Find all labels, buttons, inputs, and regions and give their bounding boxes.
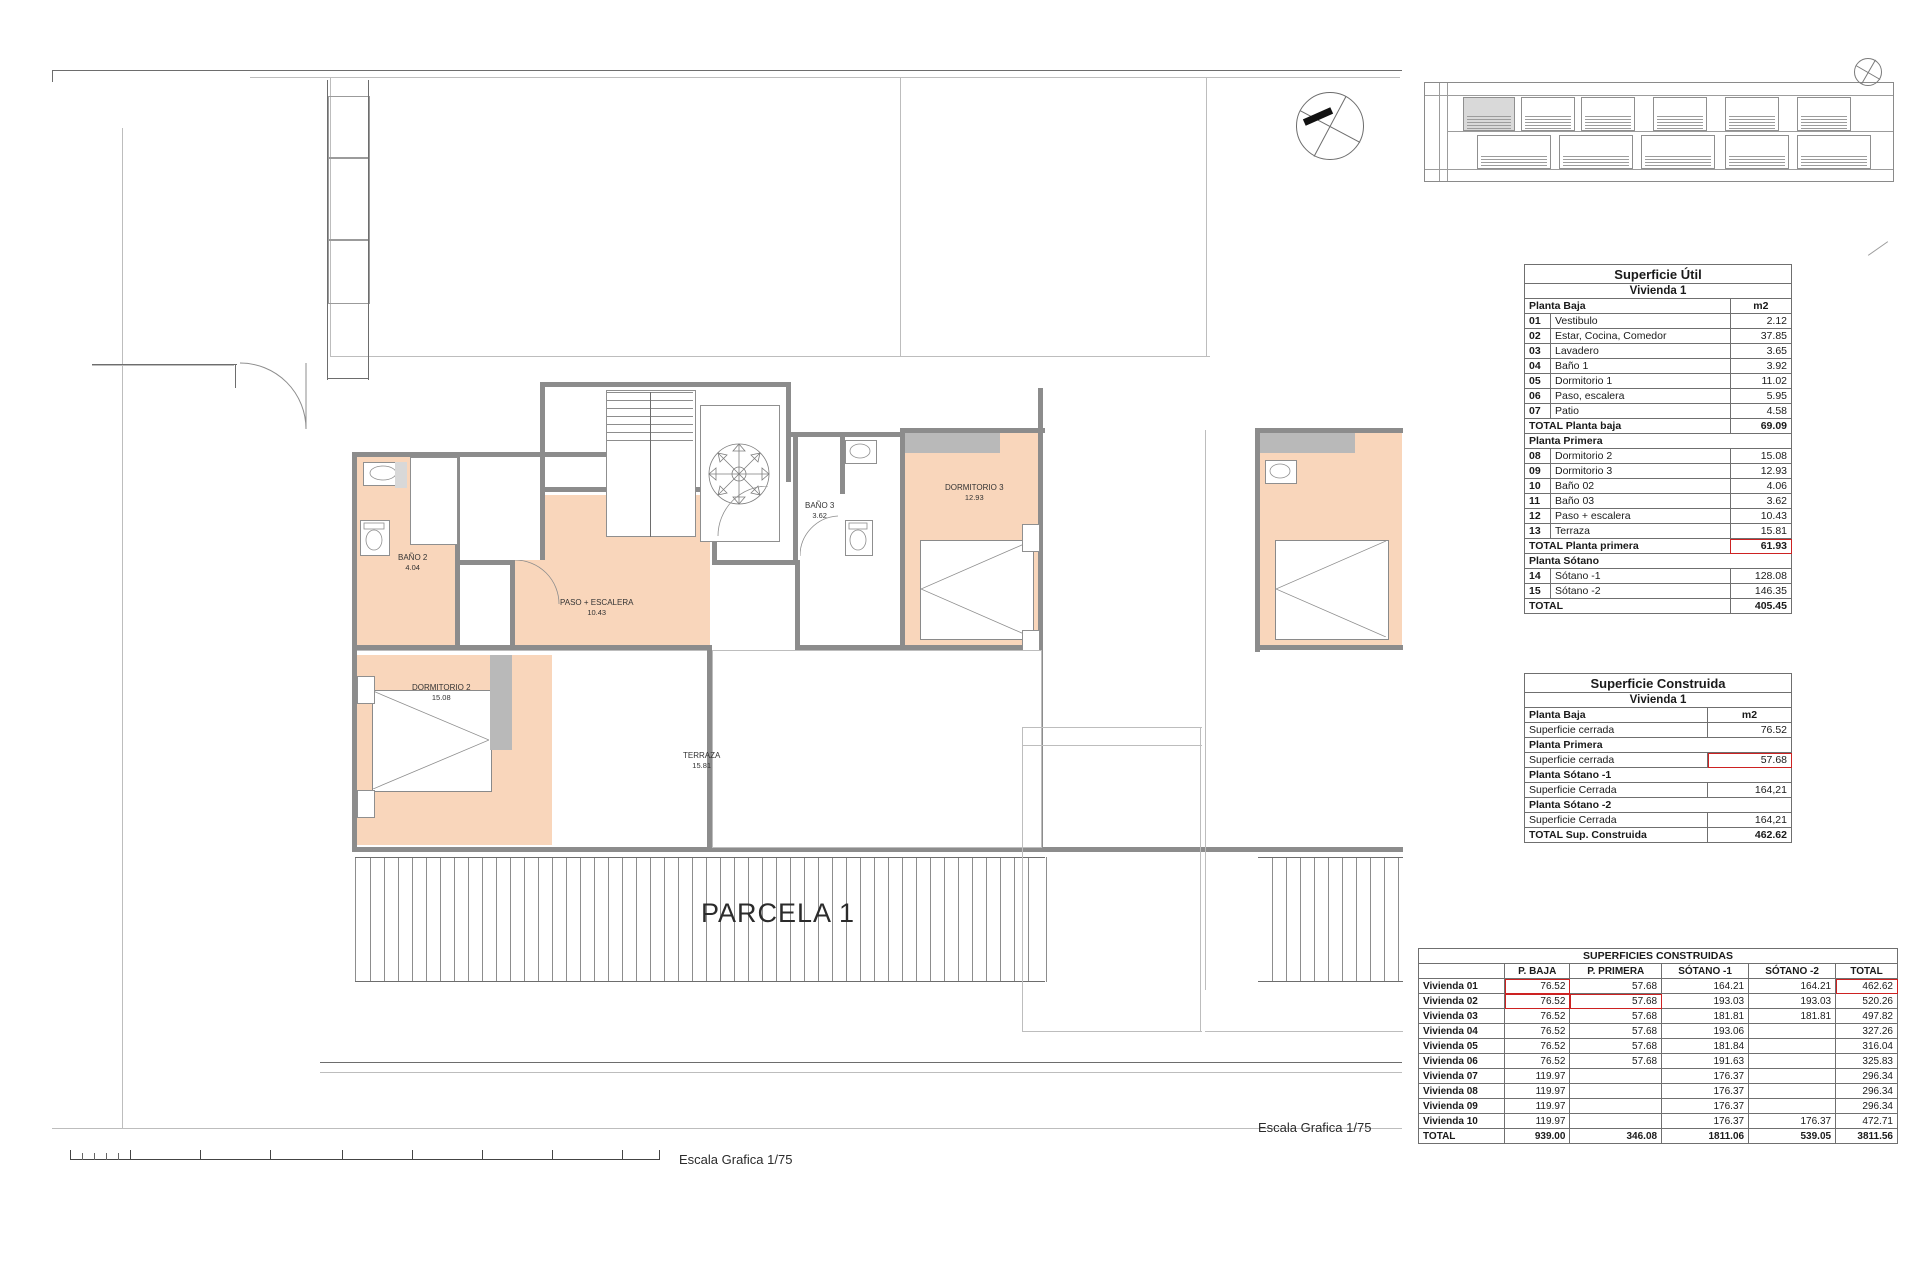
table-row: 15 Sótano -2 146.35 (1525, 584, 1792, 599)
table-row: Vivienda 06 76.52 57.68 191.63 325.83 (1419, 1054, 1898, 1069)
table-header-right: m2 (1708, 708, 1792, 723)
site-line (52, 70, 1402, 71)
table-row: Vivienda 04 76.52 57.68 193.06 327.26 (1419, 1024, 1898, 1039)
wardrobe (905, 433, 1000, 453)
north-arrow-icon (1854, 58, 1882, 86)
table-header-left: Planta Baja (1525, 299, 1731, 314)
table-header-right: m2 (1730, 299, 1791, 314)
wall (455, 560, 515, 565)
keyplan-unit[interactable] (1641, 135, 1715, 169)
nightstand (1022, 630, 1040, 652)
wall (793, 432, 798, 562)
keyplan-unit-selected[interactable] (1463, 97, 1515, 131)
table-row: Vivienda 07 119.97 176.37 296.34 (1419, 1069, 1898, 1084)
table-row: 04 Baño 1 3.92 (1525, 359, 1792, 374)
table-row: Vivienda 01 76.52 57.68 164.21 164.21 462.62 (1419, 979, 1898, 994)
room-label: PASO + ESCALERA 10.43 (560, 598, 634, 617)
room-label: BAÑO 2 4.04 (398, 553, 428, 572)
nightstand (357, 790, 375, 818)
scale-label: Escala Grafica 1/75 (679, 1152, 793, 1167)
table-row: 10 Baño 02 4.06 (1525, 479, 1792, 494)
table-row: 05 Dormitorio 1 11.02 (1525, 374, 1792, 389)
keyplan-unit[interactable] (1725, 97, 1779, 131)
decking-edge (355, 981, 1045, 982)
decking-edge (1258, 857, 1403, 858)
stair-line (650, 392, 651, 537)
table-row: 06 Paso, escalera 5.95 (1525, 389, 1792, 404)
wall (795, 560, 800, 650)
table-row: Vivienda 09 119.97 176.37 296.34 (1419, 1099, 1898, 1114)
washbasin-icon (845, 440, 875, 462)
table-row: 03 Lavadero 3.65 (1525, 344, 1792, 359)
graphic-scale-bar (70, 1150, 660, 1160)
table-row: Superficie cerrada 57.68 (1525, 753, 1792, 768)
nightstand (1022, 524, 1040, 552)
table-row: Superficie Cerrada 164,21 (1525, 813, 1792, 828)
toilet-icon (360, 520, 388, 554)
room-label: TERRAZA 15.81 (683, 751, 721, 770)
terrace-area (712, 650, 1042, 848)
table-superficies-construidas: SUPERFICIES CONSTRUIDAS P. BAJA P. PRIMERA SÓTANO -1 SÓTANO -2 TOTAL Vivienda 01 76.52 57.68 164.21 164.21 462.62 Vivienda 02 76.52 57.68 193.03 193.03 520.26 Vivienda 03 76.52 57.68 181.81 181.81 497.82 Vivienda 04 76.52 57.68 193.06 327.26 Vivienda 05 76.52 57.68 181.84 316.04 Vivienda 06 76.52 57.68 191.63 325.83 Vivienda 07 119.97 176.37 296.34 Vivienda 08 119.97 176.37 296.34 Vivienda 09 119.97 176.37 296.34 Vivienda 10 119.97 176.37 176.37 472.71 TOTAL 939.00 346.08 1811.06 539.05 3811.56 (1418, 948, 1898, 1144)
table-row: Vivienda 03 76.52 57.68 181.81 181.81 497.82 (1419, 1009, 1898, 1024)
table-row: Vivienda 02 76.52 57.68 193.03 193.03 520.26 (1419, 994, 1898, 1009)
site-line (92, 365, 234, 366)
table-row: 11 Baño 03 3.62 (1525, 494, 1792, 509)
table-row: 13 Terraza 15.81 (1525, 524, 1792, 539)
decking-edge (355, 857, 1045, 858)
table-row: Superficie cerrada 76.52 (1525, 723, 1792, 738)
wall-line (327, 80, 328, 380)
table-row: 07 Patio 4.58 (1525, 404, 1792, 419)
keyplan-unit[interactable] (1797, 97, 1851, 131)
grid-line (1206, 77, 1207, 357)
wall (540, 382, 790, 387)
table-superficie-util (1524, 264, 1792, 614)
bed-neighbour (1275, 540, 1389, 640)
table-row: Superficie Cerrada 164,21 (1525, 783, 1792, 798)
table-total-row: TOTAL Planta baja 69.09 (1525, 419, 1792, 434)
wall (786, 432, 906, 437)
plot-line (1022, 1031, 1202, 1032)
room-label: BAÑO 3 3.62 (805, 501, 835, 520)
table-title: Superficie Útil (1525, 265, 1792, 284)
shower (410, 457, 458, 545)
table-title: SUPERFICIES CONSTRUIDAS (1419, 949, 1898, 964)
table-group-header: Planta Primera (1525, 434, 1792, 449)
wardrobe (490, 655, 512, 750)
leader-line (1868, 241, 1888, 256)
terrace-edge (357, 650, 707, 651)
decking-edge (1258, 981, 1403, 982)
wardrobe (1260, 433, 1355, 453)
table-total-row: TOTAL 405.45 (1525, 599, 1792, 614)
site-line (122, 128, 123, 1128)
table-row: 08 Dormitorio 2 15.08 (1525, 449, 1792, 464)
table-title: Superficie Construida (1525, 674, 1792, 693)
plot-line (1205, 1031, 1403, 1032)
table-row: 09 Dormitorio 3 12.93 (1525, 464, 1792, 479)
table-group-header: Planta Sótano -2 (1525, 798, 1792, 813)
site-line (320, 1062, 1402, 1063)
table-row: 02 Estar, Cocina, Comedor 37.85 (1525, 329, 1792, 344)
table-row: 12 Paso + escalera 10.43 (1525, 509, 1792, 524)
toilet-icon (845, 520, 871, 554)
table-total-row: TOTAL Planta primera 61.93 (1525, 539, 1792, 554)
window-detail (328, 240, 370, 304)
table-group-header: Planta Sótano (1525, 554, 1792, 569)
table-subtitle: Vivienda 1 (1525, 693, 1792, 708)
table-superficie-construida (1524, 673, 1792, 843)
plot-line (1022, 745, 1202, 746)
window-detail (328, 158, 370, 240)
site-line (52, 70, 53, 82)
keyplan-unit[interactable] (1559, 135, 1633, 169)
keyplan-unit[interactable] (1521, 97, 1575, 131)
decking-hatch (1258, 857, 1403, 982)
room-label: DORMITORIO 2 15.08 (412, 683, 471, 702)
site-line (52, 1128, 1402, 1129)
washbasin-icon (1265, 460, 1295, 482)
keyplan-unit[interactable] (1797, 135, 1871, 169)
bed-dormitorio3 (920, 540, 1034, 640)
wall (1255, 847, 1403, 852)
north-arrow (1296, 92, 1364, 160)
wall (712, 560, 797, 565)
page-title: PARCELA 1 (701, 898, 856, 928)
door-swing (240, 362, 310, 432)
key-plan (1424, 82, 1894, 182)
boundary (235, 364, 236, 388)
grid-line (900, 77, 901, 357)
site-line (320, 1072, 1402, 1073)
bed-dormitorio2 (372, 690, 492, 792)
table-subtitle: Vivienda 1 (1525, 284, 1792, 299)
door-swing (515, 560, 561, 606)
door-swing (716, 486, 768, 538)
keyplan-unit[interactable] (1581, 97, 1635, 131)
plot-line (1022, 727, 1023, 1032)
table-group-header: Planta Sótano -1 (1525, 768, 1792, 783)
table-row: Vivienda 05 76.52 57.68 181.84 316.04 (1419, 1039, 1898, 1054)
table-header-left: Planta Baja (1525, 708, 1708, 723)
window-detail (328, 96, 370, 158)
scale-label: Escala Grafica 1/75 (1258, 1120, 1372, 1135)
room-label: DORMITORIO 3 12.93 (945, 483, 1004, 502)
keyplan-unit[interactable] (1653, 97, 1707, 131)
keyplan-unit[interactable] (1477, 135, 1551, 169)
plot-line (1200, 727, 1201, 1032)
table-row: Vivienda 10 119.97 176.37 176.37 472.71 (1419, 1114, 1898, 1129)
wall-niche (395, 462, 407, 488)
table-total-row: TOTAL Sup. Construida 462.62 (1525, 828, 1792, 843)
grid-line (330, 356, 1210, 357)
keyplan-unit[interactable] (1725, 135, 1789, 169)
table-row: 01 Vestibulo 2.12 (1525, 314, 1792, 329)
wall-line (327, 378, 369, 379)
wall-line (368, 80, 369, 380)
table-row: Vivienda 08 119.97 176.37 296.34 (1419, 1084, 1898, 1099)
plot-line (1022, 727, 1202, 728)
site-line (250, 77, 1400, 78)
table-total-row: TOTAL 939.00 346.08 1811.06 539.05 3811.56 (1419, 1129, 1898, 1144)
table-row: 14 Sótano -1 128.08 (1525, 569, 1792, 584)
plot-line (1205, 430, 1206, 990)
nightstand (357, 676, 375, 704)
boundary (92, 364, 237, 365)
wall (1255, 645, 1403, 650)
table-group-header: Planta Primera (1525, 738, 1792, 753)
